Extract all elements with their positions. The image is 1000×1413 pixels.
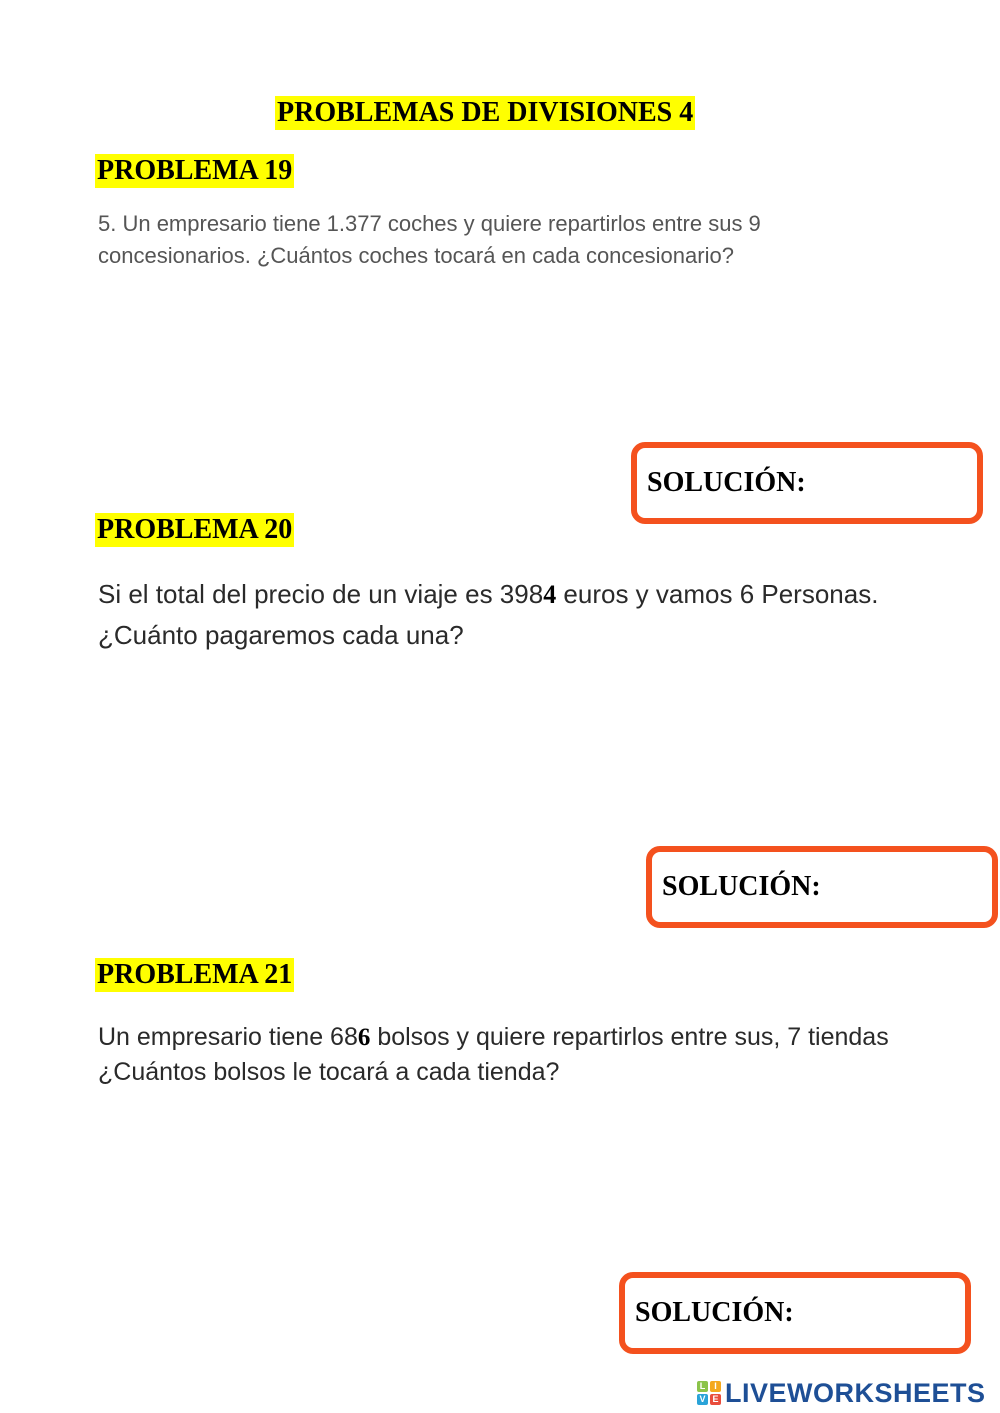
solution-box-19[interactable] [631, 442, 983, 524]
problem-20-heading: PROBLEMA 20 [97, 514, 293, 545]
problem-text-emphasis: 6 [357, 1024, 371, 1051]
logo-text: LIVEWORKSHEETS [725, 1377, 986, 1408]
logo-mark-letter: V [697, 1394, 708, 1405]
solution-label: SOLUCIÓN: [662, 871, 821, 902]
problem-19-heading: PROBLEMA 19 [97, 155, 293, 186]
liveworksheets-logo-icon [697, 1381, 721, 1405]
problem-text-part: bolsos y quiere repartirlos entre sus, 7 tiendas ¿Cuántos bolsos le tocará a cada tienda? [98, 1023, 889, 1086]
logo-mark-letter: E [710, 1394, 721, 1405]
page-title: PROBLEMAS DE DIVISIONES 4 [277, 97, 694, 128]
problem-text-part: Un empresario tiene 68 [98, 1023, 358, 1051]
logo-mark-letter: L [697, 1381, 708, 1392]
problem-text-part: euros y vamos 6 Personas. ¿Cuánto pagaremos cada una? [98, 579, 879, 650]
problem-21-text [98, 1020, 928, 1090]
problem-text-part: Si el total del precio de un viaje es 398 [98, 579, 544, 609]
problem-text-emphasis: 4 [543, 580, 557, 609]
liveworksheets-logo [697, 1378, 986, 1408]
solution-box-20[interactable] [646, 846, 998, 928]
logo-mark-letter: I [710, 1381, 721, 1392]
problem-20-text [98, 574, 918, 655]
problem-21-heading: PROBLEMA 21 [97, 959, 293, 990]
problem-19-text: 5. Un empresario tiene 1.377 coches y quiere repartirlos entre sus 9 concesionarios. ¿Cuántos coches tocará en cada concesionario? [98, 211, 761, 268]
solution-box-21[interactable] [619, 1272, 971, 1354]
solution-label: SOLUCIÓN: [647, 467, 806, 498]
solution-label: SOLUCIÓN: [635, 1297, 794, 1328]
